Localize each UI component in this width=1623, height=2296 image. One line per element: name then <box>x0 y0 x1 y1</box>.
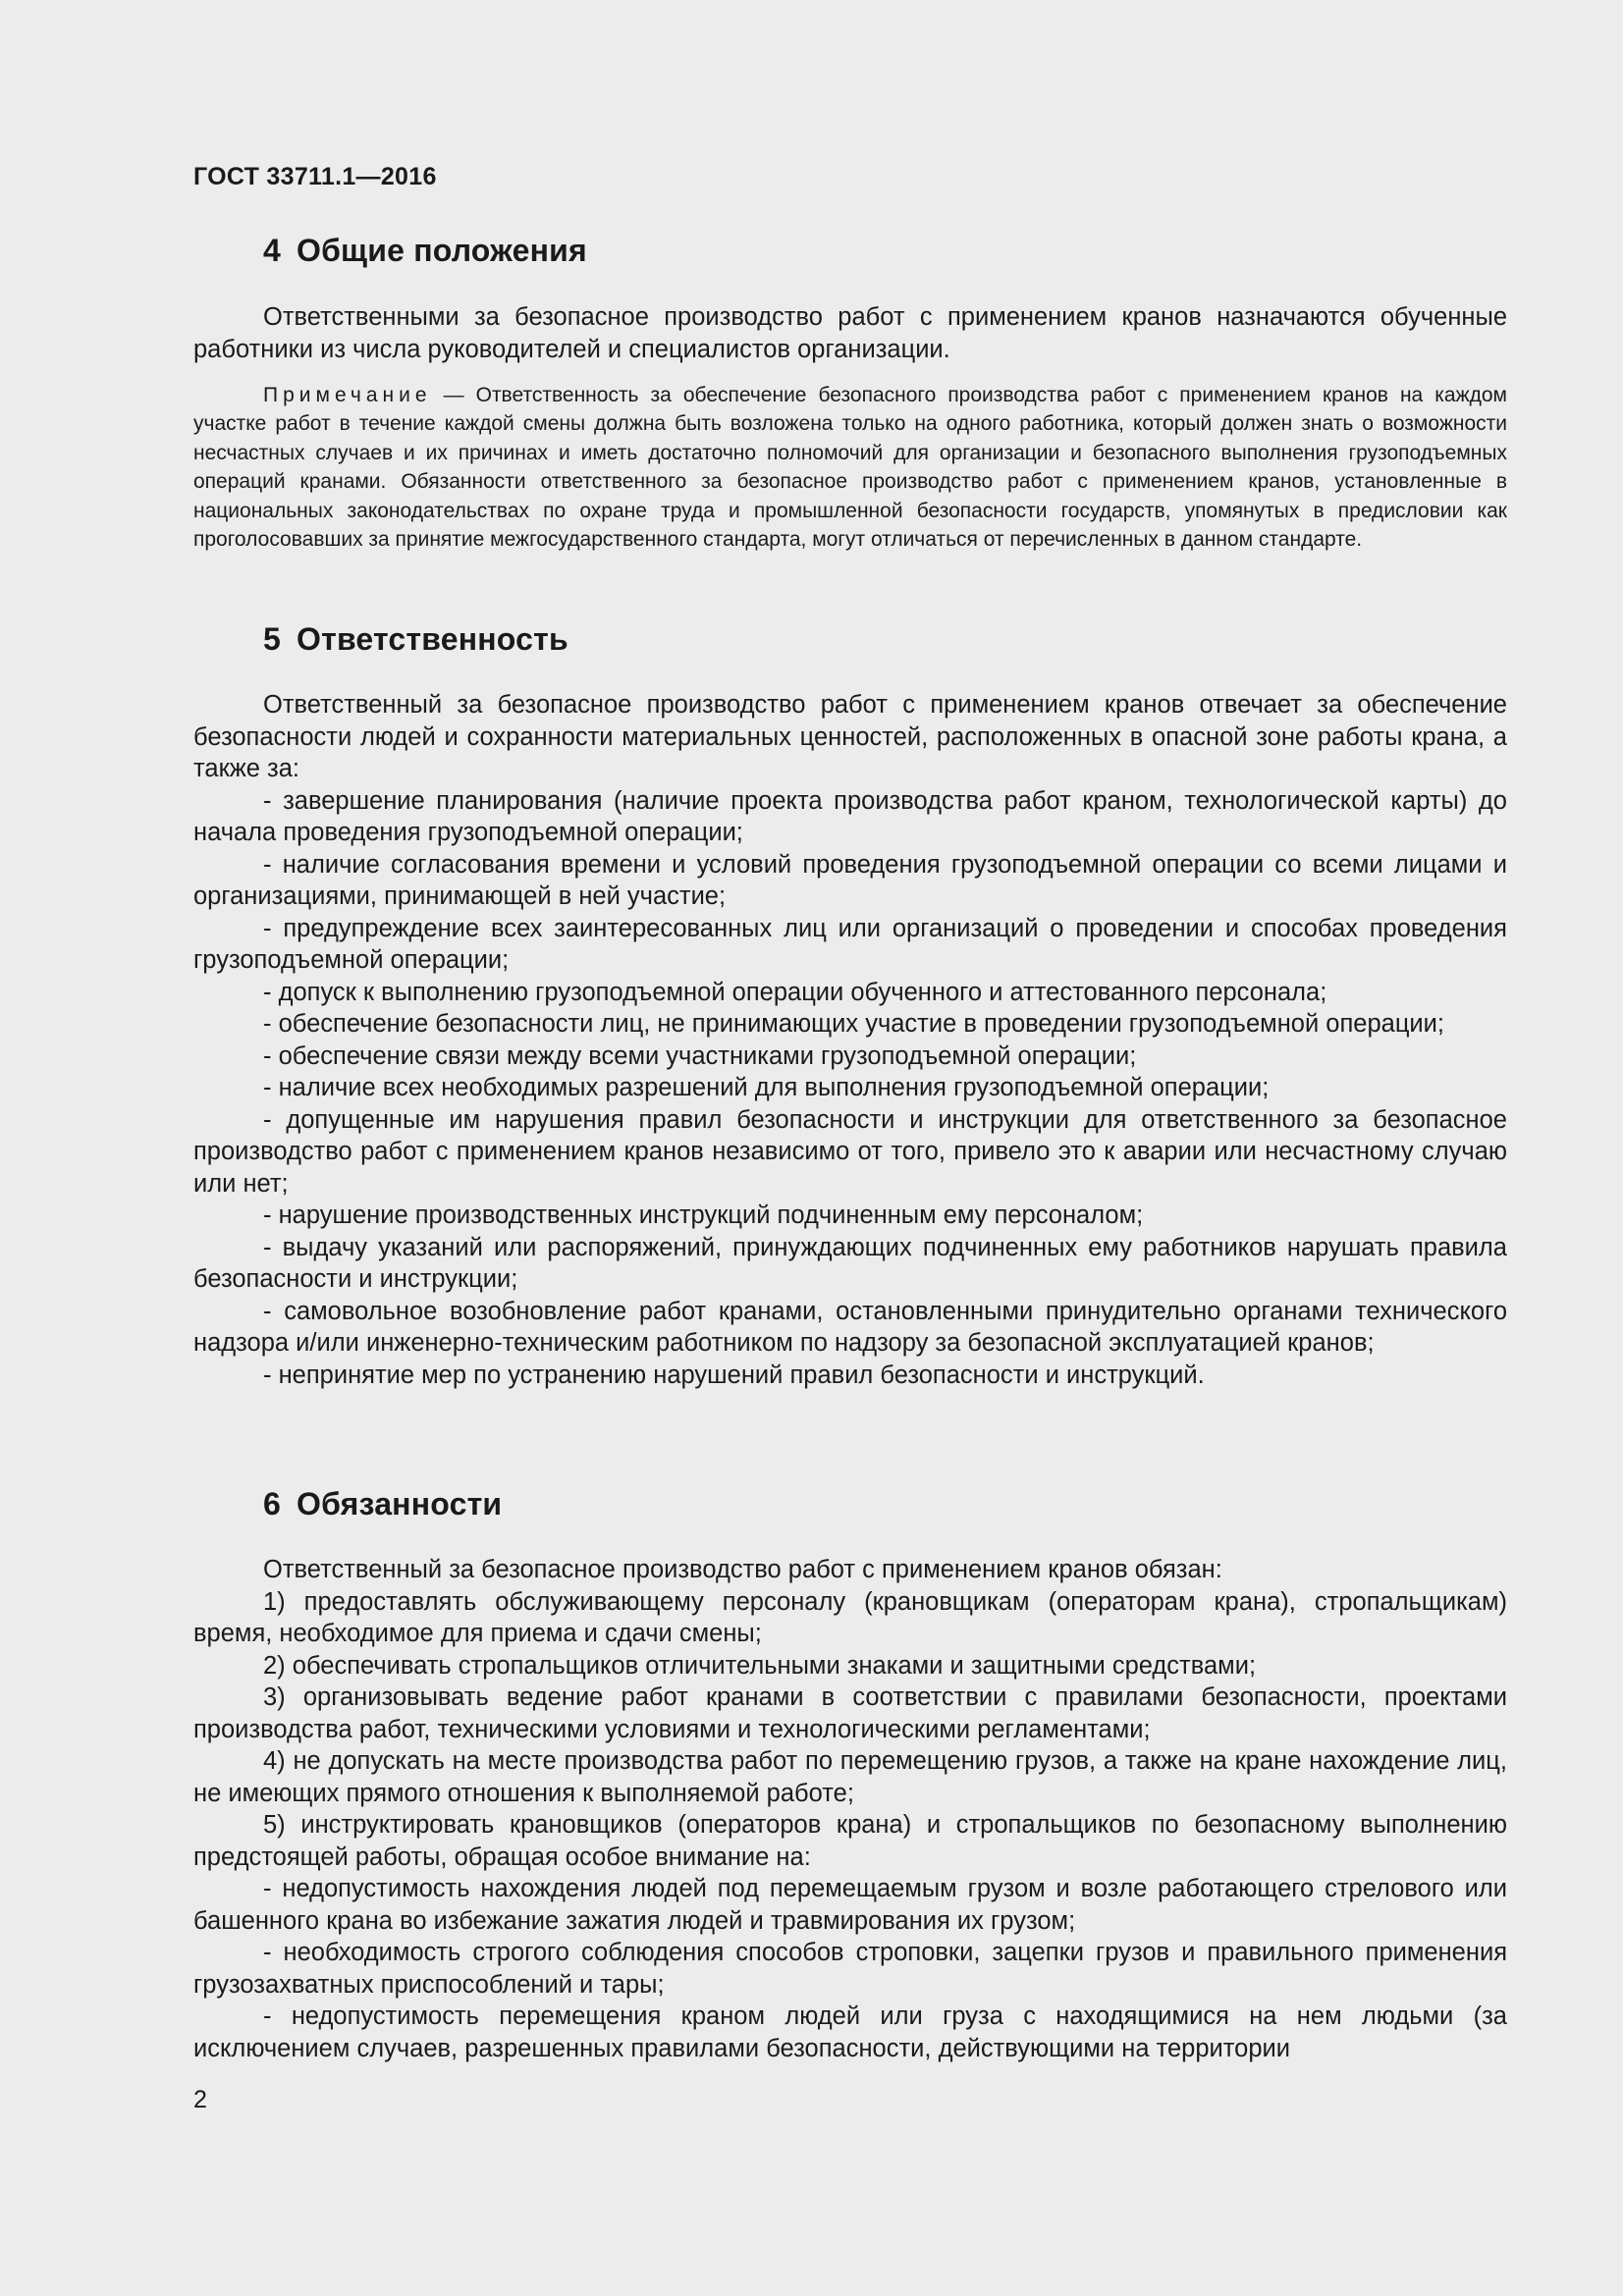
list-item: - недопустимость нахождения людей под перемещаемым грузом и возле работающего стрелового или башенного крана во избежание зажатия людей и травмирования их грузом; <box>193 1875 1507 1935</box>
list-item: - допуск к выполнению грузоподъемной операции обученного и аттестованного персонала; <box>263 978 1327 1006</box>
section-5-number: 5 <box>263 621 281 657</box>
list-item: - обеспечение безопасности лиц, не принимающих участие в проведении грузоподъемной операции; <box>263 1010 1445 1038</box>
section-6-title: Обязанности <box>297 1486 503 1522</box>
list-item: - непринятие мер по устранению нарушений правил безопасности и инструкций. <box>263 1361 1205 1389</box>
section-4-heading <box>263 233 587 269</box>
document-page <box>193 0 1507 2296</box>
page-number: 2 <box>193 2086 207 2113</box>
list-item: 2) обеспечивать стропальщиков отличительными знаками и защитными средствами; <box>263 1651 1257 1680</box>
section-6-heading <box>263 1486 502 1522</box>
list-item: 1) предоставлять обслуживающему персоналу (крановщикам (операторам крана), стропальщикам) время, необходимое для приема и сдачи смены; <box>193 1587 1507 1647</box>
list-item: - необходимость строгого соблюдения способов строповки, зацепки грузов и правильного применения грузозахватных приспособлений и тары; <box>193 1939 1507 1999</box>
list-item: - обеспечение связи между всеми участниками грузоподъемной операции; <box>263 1041 1137 1070</box>
section-4-note <box>193 381 1507 554</box>
list-item: 3) организовывать ведение работ кранами в соответствии с правилами безопасности, проектами производства работ, техническими условиями и технологическими регламентами; <box>193 1683 1507 1743</box>
list-item: - нарушение производственных инструкций подчиненным ему персоналом; <box>263 1201 1144 1229</box>
section-6-intro: Ответственный за безопасное производство работ с применением кранов обязан: <box>263 1556 1222 1583</box>
section-4-number: 4 <box>263 233 281 268</box>
list-item: - выдачу указаний или распоряжений, принуждающих подчиненных ему работников нарушать правила безопасности и инструкции; <box>193 1233 1507 1293</box>
list-item: - недопустимость перемещения краном людей или груза с находящимися на нем людьми (за исключением случаев, разрешенных правилами безопасности, действующими на территории <box>193 2002 1507 2062</box>
note-label: Примечание <box>263 384 432 406</box>
section-5-intro: Ответственный за безопасное производство работ с применением кранов отвечает за обеспечение безопасности людей и сохранности материальных ценностей, расположенных в опасной зоне работы крана, а также за: <box>193 691 1507 782</box>
section-6-number: 6 <box>263 1486 281 1522</box>
document-header: ГОСТ 33711.1—2016 <box>193 163 437 190</box>
section-6-body <box>193 1554 1507 2064</box>
section-4-paragraph: Ответственными за безопасное производство работ с применением кранов назначаются обученные работники из числа руководителей и специалистов организации. <box>193 303 1507 363</box>
list-item: - самовольное возобновление работ кранами, остановленными принудительно органами технического надзора и/или инженерно-техническим работником по надзору за безопасной эксплуатацией кранов; <box>193 1297 1507 1357</box>
list-item: 4) не допускать на месте производства работ по перемещению грузов, а также на кране нахождение лиц, не имеющих прямого отношения к выполняемой работе; <box>193 1747 1507 1807</box>
section-5-body <box>193 689 1507 1391</box>
list-item: 5) инструктировать крановщиков (операторов крана) и стропальщиков по безопасному выполнению предстоящей работы, обращая особое внимание на: <box>193 1811 1507 1871</box>
list-item: - наличие всех необходимых разрешений для выполнения грузоподъемной операции; <box>263 1074 1270 1101</box>
list-item: - допущенные им нарушения правил безопасности и инструкции для ответственного за безопасное производство работ с применением кранов независимо от того, привело это к аварии или несчастному случаю или нет; <box>193 1105 1507 1198</box>
list-item: - наличие согласования времени и условий проведения грузоподъемной операции со всеми лицами и организациями, принимающей в ней участие; <box>193 850 1507 910</box>
note-text: — Ответственность за обеспечение безопасного производства работ с применением кранов на каждом участке работ в течение каждой смены должна быть возложена только на одного работника, который должен знать о возможности несчастных случаев и их причинах и иметь достаточно полномочий для организации и безопасного выполнения грузоподъемных операций кранами. Обязанности ответственного за безопасное производство работ с применением кранов, установленные в национальных законодательствах по охране труда и промышленной безопасности государств, упомянутых в предисловии как проголосовавших за принятие межгосударственного стандарта, могут отличаться от перечисленных в данном стандарте. <box>193 384 1507 552</box>
section-4-title: Общие положения <box>297 233 587 268</box>
list-item: - предупреждение всех заинтересованных лиц или организаций о проведении и способах проведения грузоподъемной операции; <box>193 914 1507 974</box>
section-5-heading <box>263 621 568 658</box>
section-5-title: Ответственность <box>297 621 568 657</box>
list-item: - завершение планирования (наличие проекта производства работ краном, технологической карты) до начала проведения грузоподъемной операции; <box>193 786 1507 846</box>
